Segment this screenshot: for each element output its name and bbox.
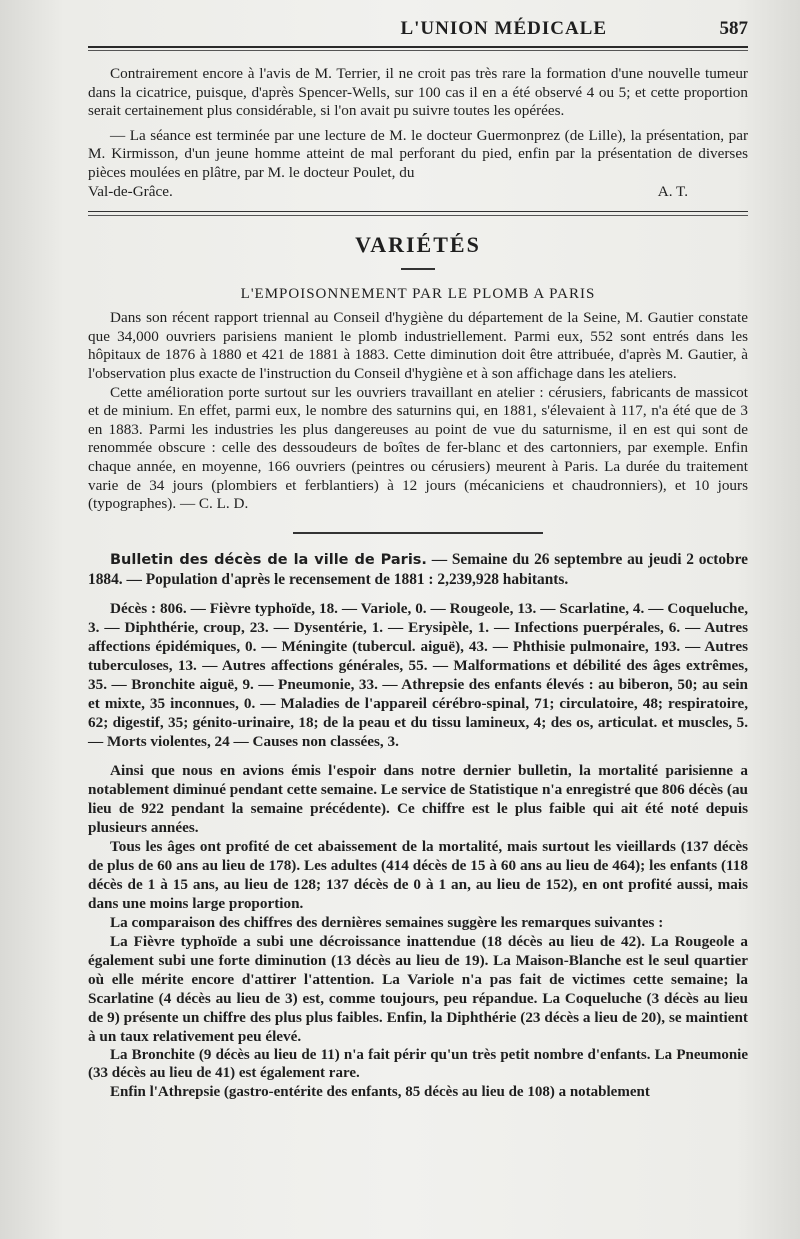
article-paragraph-1: Dans son récent rapport triennal au Conseil d'hygiène du département de la Seine, M. Gautier constate que 34,000 ouvriers parisiens manient le plomb industriellement. Parmi eux, 552 sont entrés dans les hôpitaux de 1876 à 1880 et 421 de 1881 à 1883. Cette diminution doit être attribuée, d'après M. Gautier, à l'observation plus exacte de l'instruction du Conseil d'hygiène et à son affichage dans les ateliers. [88, 309, 748, 382]
journal-title: L'UNION MÉDICALE [400, 18, 608, 39]
bulletin-dates: — Semaine du 26 septembre au jeudi 2 octobre 1884. — Population d'après le recensement de 1881 : 2,239,928 habitants. [88, 550, 749, 588]
bulletin-paragraph-6: Enfin l'Athrepsie (gastro-entérite des enfants, 85 décès au lieu de 108) a notablement [110, 1083, 650, 1100]
bulletin-paragraph-5: La Bronchite (9 décès au lieu de 11) n'a fait périr qu'un très petit nombre d'enfants. La Pneumonie (33 décès au lieu de 41) est également rare. [88, 1046, 748, 1082]
bulletin-paragraph-3: La comparaison des chiffres des dernières semaines suggère les remarques suivantes : [110, 913, 664, 931]
running-header [88, 18, 748, 48]
bulletin-heading: Bulletin des décès de la ville de Paris. [110, 551, 427, 568]
section-divider [88, 211, 748, 216]
intro-paragraph-2: — La séance est terminée par une lecture de M. le docteur Guermonprez (de Lille), la présentation, par M. Kirmisson, d'un jeune homme atteint de mal perforant du pied, enfin par la présentation de diverses pièces moulées en plâtre, par M. le docteur Poulet, du [88, 126, 748, 181]
bulletin-statistics: Décès : 806. — Fièvre typhoïde, 18. — Variole, 0. — Rougeole, 13. — Scarlatine, 4. — Coqueluche, 3. — Diphthérie, croup, 23. — Dysentérie, 1. — Erysipèle, 1. — Infections puerpérales, 6. — Autres affections épidémiques, 0. — Méningite (tubercul. aiguë), 43. — Phthisie pulmonaire, 193. — Autres tuberculoses, 13. — Autres affections générales, 55. — Malformations et débilité des âges extrêmes, 35. — Bronchite aiguë, 9. — Pneumonie, 33. — Athrepsie des enfants élevés : au biberon, 50; au sein et mixte, 35 inconnues, 0. — Maladies de l'appareil cérébro-spinal, 71; circulatoire, 48; respiratoire, 62; digestif, 35; génito-urinaire, 18; de la peau et du tissu lamineux, 4; des os, articulat. et muscles, 5. — Morts violentes, 24 — Causes non classées, 3. [88, 599, 748, 750]
article-paragraph-2: Cette amélioration porte surtout sur les ouvriers travaillant en atelier : cérusiers, fabricants de massicot et de minium. En effet, parmi eux, le nombre des saturnins qui, en 1881, s'élevaient à 117, n'a été que de 3 en 1883. Parmi les industries les plus dangereuses au point de vue du saturnisme, il en est qui sont de renommée obscure : celle des dessoudeurs de boîtes de fer-blanc et des cartonniers, par exemple. Enfin chaque année, en moyenne, 166 ouvriers (peintres ou cérusiers) meurent à Paris. La durée du traitement varie de 34 jours (plombiers et ferblantiers) à 12 jours (mécaniciens et chaudronniers), et 10 jours (typographes). — C. L. D. [88, 383, 748, 513]
article-separator [293, 532, 543, 534]
bulletin-paragraph-2: Tous les âges ont profité de cet abaissement de la mortalité, mais surtout les vieillards (137 décès de plus de 60 ans au lieu de 178). Les adultes (414 décès de 15 à 60 ans au lieu de 464); les enfants (118 décès de 1 à 15 ans, au lieu de 128; 137 décès de 0 à 1 an, au lieu de 152), en ont profité aussi, mais dans une moins large proportion. [88, 837, 748, 912]
author-signature: A. T. [657, 182, 688, 200]
title-underline [401, 268, 435, 270]
header-rule [88, 50, 748, 51]
intro-paragraph-1: Contrairement encore à l'avis de M. Terrier, il ne croit pas très rare la formation d'une nouvelle tumeur dans la cicatrice, puisque, d'après Spencer-Wells, sur 100 cas il en a été observé 4 ou 5; et cette proportion serait certainement plus considérable, si l'on avait pu suivre toutes les opérées. [88, 65, 748, 120]
page-number: 587 [719, 18, 748, 39]
intro-paragraph-2-end: Val-de-Grâce. [88, 182, 173, 200]
intro-closing-line [88, 183, 748, 202]
bulletin-paragraph-4: La Fièvre typhoïde a subi une décroissance inattendue (18 décès au lieu de 42). La Rougeole a également subi une forte diminution (13 décès au lieu de 19). La Maison-Blanche est le seul quartier où elle mérite encore d'attirer l'attention. La Variole n'a pas fait de victimes cette semaine; la Scarlatine (4 décès au lieu de 3) est, comme toujours, peu répandue. La Coqueluche (3 décès au lieu de 9) présente un chiffre des plus plus faibles. Enfin, la Diphthérie (23 décès a lieu de 20), se maintient à un taux relativement peu élevé. [88, 932, 748, 1045]
section-title: VARIÉTÉS [355, 232, 481, 258]
article-title: L'EMPOISONNEMENT PAR LE PLOMB A PARIS [240, 286, 596, 303]
bulletin-intro [88, 550, 748, 589]
bulletin-paragraph-1: Ainsi que nous en avions émis l'espoir dans notre dernier bulletin, la mortalité parisienne a notablement diminué pendant cette semaine. Le service de Statistique n'a enregistré que 806 décès (au lieu de 922 pendant la semaine précédente). Ce chiffre est le plus faible qui ait été noté depuis plusieurs années. [88, 761, 748, 836]
